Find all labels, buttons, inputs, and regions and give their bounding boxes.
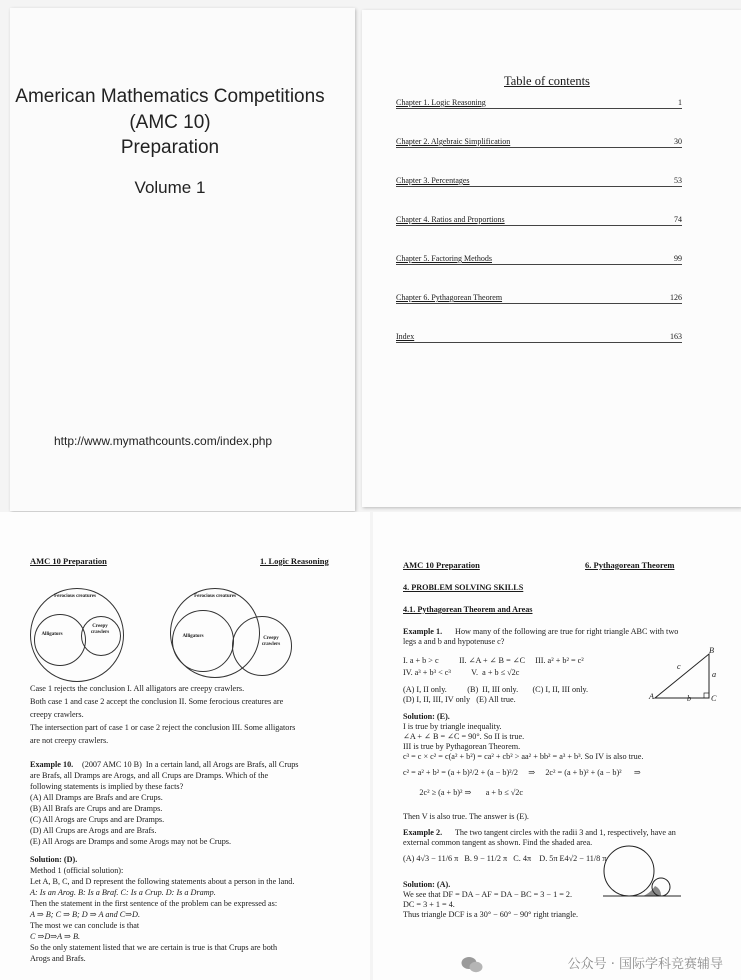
solution-line: I is true by triangle inequality. xyxy=(403,722,502,731)
toc-entry-page: 74 xyxy=(674,215,682,224)
solution-line: C ⇒D⇒A ⇒ B. xyxy=(30,932,80,941)
solution-line: Then V is also true. The answer is (E). xyxy=(403,812,529,821)
toc-entry xyxy=(396,213,682,226)
solution-label: Solution: (D). xyxy=(30,855,78,864)
example-line: external common tangent as shown. Find the shaded area. xyxy=(403,838,593,847)
triangle-vertex-label: B xyxy=(709,646,715,655)
solution-label: Solution: (A). xyxy=(403,880,451,889)
example-choice: (A) I, II only. (B) II, III only. (C) I, II, III only. xyxy=(403,685,589,694)
triangle-vertex-label: A xyxy=(649,692,655,701)
example-choices: (A) 4√3 − 11/6 π B. 9 − 11/2 π C. 4π D. 5π E4√2 − 11/8 π xyxy=(403,854,607,863)
toc-entry xyxy=(396,174,682,187)
solution-line: The most we can conclude is that xyxy=(30,921,140,930)
toc-entry-label: Chapter 2. Algebraic Simplification xyxy=(396,137,511,146)
solution-line: A ⇒ B; C ⇒ B; D ⇒ A and C⇒D. xyxy=(30,910,140,919)
page-header-right: 6. Pythagorean Theorem xyxy=(585,560,675,570)
example-item: I. a + b > c II. ∠A + ∠ B = ∠C III. a² + b² = c² xyxy=(403,656,584,665)
example-line: (D) All Crups are Arogs and are Brafs. xyxy=(30,826,157,835)
venn-label: Ferocious creatures xyxy=(54,594,96,599)
solution-line: DC = 3 + 1 = 4. xyxy=(403,900,455,909)
solution-line: Arogs and Brafs. xyxy=(30,954,86,963)
solution-line: III is true by Pythagorean Theorem. xyxy=(403,742,521,751)
pythagorean-page xyxy=(373,512,741,980)
toc-entry xyxy=(396,252,682,265)
toc-entry xyxy=(396,291,682,304)
logic-page xyxy=(0,512,370,980)
solution-line: Then the statement in the first sentence of the problem can be expressed as: xyxy=(30,899,278,908)
toc-entry-page: 53 xyxy=(674,176,682,185)
body-line: are not creepy crawlers. xyxy=(30,736,109,745)
venn-label: Alligators xyxy=(41,632,63,637)
venn-label: Creepy crawlers xyxy=(90,624,110,635)
triangle-side-label: a xyxy=(712,670,717,679)
example-line: (A) All Dramps are Brafs and are Crups. xyxy=(30,793,163,802)
toc-entry xyxy=(396,96,682,109)
triangle-vertex-label: C xyxy=(711,694,717,703)
solution-line: Method 1 (official solution): xyxy=(30,866,124,875)
cover-title-line1: American Mathematics Competitions xyxy=(15,86,325,107)
toc-entry-page: 99 xyxy=(674,254,682,263)
solution-label: Solution: (E). xyxy=(403,712,450,721)
example-line: The two tangent circles with the radii 3 and 1, respectively, have an xyxy=(453,828,676,837)
example-line: legs a and b and hypotenuse c? xyxy=(403,637,505,646)
toc-entry-page: 163 xyxy=(670,332,682,341)
toc-title: Table of contents xyxy=(504,74,590,88)
example-label: Example 10. xyxy=(30,760,74,769)
toc-entry-label: Chapter 5. Factoring Methods xyxy=(396,254,492,263)
triangle-side-label: b xyxy=(687,694,692,703)
subsection-heading: 4.1. Pythagorean Theorem and Areas xyxy=(403,605,533,614)
example-line: (C) All Arogs are Crups and are Dramps. xyxy=(30,815,165,824)
solution-line: Thus triangle DCF is a 30° − 60° − 90° right triangle. xyxy=(403,910,579,919)
page-header-right: 1. Logic Reasoning xyxy=(260,556,329,566)
tangent-circles-figure xyxy=(603,842,683,900)
cover-title-line3: Preparation xyxy=(120,137,220,158)
example-line: (B) All Brafs are Crups and are Dramps. xyxy=(30,804,163,813)
cover-volume: Volume 1 xyxy=(134,178,206,197)
toc-page xyxy=(362,10,741,507)
example-line: (E) All Arogs are Dramps and some Arogs may not be Crups. xyxy=(30,837,232,846)
solution-line: c³ = c × c² = c(a² + b²) = ca² + cb² > aa² + bb² = a³ + b³. So IV is also true. xyxy=(403,752,644,761)
venn-left-circle xyxy=(34,614,86,666)
example-label: Example 2. xyxy=(403,828,443,837)
venn-left-circle xyxy=(172,610,234,672)
cover-url: http://www.mymathcounts.com/index.php xyxy=(54,434,273,448)
toc-entry xyxy=(396,135,682,148)
toc-entry xyxy=(396,330,682,343)
solution-line: So the only statement listed that we are certain is true is that Crups are both xyxy=(30,943,278,952)
body-line: creepy crawlers. xyxy=(30,710,84,719)
solution-line: c² = a² + b² = (a + b)²/2 + (a − b)²/2 ⇒ 2c² = (a + b)² + (a − b)² ⇒ xyxy=(403,768,641,777)
example-item: IV. a³ + b³ < c³ V. a + b ≤ √2c xyxy=(403,668,520,677)
cover-page xyxy=(10,8,355,511)
solution-line: ∠A + ∠ B = ∠C = 90°. So II is true. xyxy=(403,732,525,741)
wechat-icon xyxy=(461,956,483,974)
toc-entry-label: Chapter 4. Ratios and Proportions xyxy=(396,215,505,224)
cover-title-line2: (AMC 10) xyxy=(129,112,211,133)
toc-entry-label: Chapter 1. Logic Reasoning xyxy=(396,98,486,107)
venn-label: Creepy crawlers xyxy=(261,636,281,647)
example-choice: (D) I, II, III, IV only (E) All true. xyxy=(403,695,516,704)
example-line: following statements is implied by these facts? xyxy=(30,782,184,791)
example-line: How many of the following are true for right triangle ABC with two xyxy=(453,627,679,636)
venn-right-circle xyxy=(81,616,121,656)
toc-entry-page: 126 xyxy=(670,293,682,302)
toc-entry-label: Chapter 3. Percentages xyxy=(396,176,470,185)
section-heading: 4. PROBLEM SOLVING SKILLS xyxy=(403,583,524,592)
body-line: The intersection part of case 1 or case 2 reject the conclusion III. Some alligators xyxy=(30,723,296,732)
toc-entry-label: Index xyxy=(396,332,415,341)
page-header-left: AMC 10 Preparation xyxy=(30,556,107,566)
toc-entry-page: 30 xyxy=(674,137,682,146)
solution-line: A: Is an Arog. B: Is a Braf. C: Is a Crup. D: Is a Dramp. xyxy=(30,888,216,897)
body-line: Case 1 rejects the conclusion I. All alligators are creepy crawlers. xyxy=(30,684,245,693)
solution-line: Let A, B, C, and D represent the following statements about a person in the land. xyxy=(30,877,295,886)
solution-line: We see that DF = DA − AF = DA − BC = 3 − 1 = 2. xyxy=(403,890,573,899)
solution-line: 2c² ≥ (a + b)² ⇒ a + b ≤ √2c xyxy=(403,788,523,797)
page-header-left: AMC 10 Preparation xyxy=(403,560,480,570)
toc-entry-label: Chapter 6. Pythagorean Theorem xyxy=(396,293,503,302)
venn-label: Alligators xyxy=(182,634,204,639)
body-line: Both case 1 and case 2 accept the conclusion II. Some ferocious creatures are xyxy=(30,697,284,706)
venn-label: Ferocious creatures xyxy=(194,594,236,599)
example-label: Example 1. xyxy=(403,627,443,636)
example-line: are Brafs, all Dramps are Arogs, and all Crups are Dramps. Which of the xyxy=(30,771,269,780)
example-line: (2007 AMC 10 B) In a certain land, all Arogs are Brafs, all Crups xyxy=(82,760,299,769)
triangle-side-label: c xyxy=(677,662,681,671)
watermark-text: 公众号 · 国际学科竞赛辅导 xyxy=(567,957,723,972)
toc-entry-page: 1 xyxy=(678,98,682,107)
